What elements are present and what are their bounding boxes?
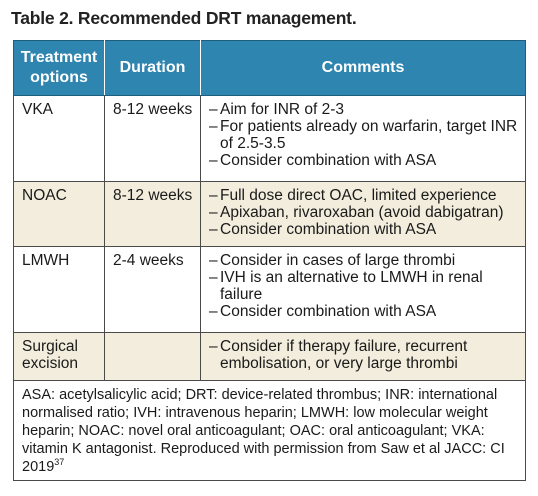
table-title: Table 2. Recommended DRT management.: [11, 8, 357, 28]
cell-treatment: VKA: [14, 96, 105, 182]
comment-item: – For patients already on warfarin, target INR of 2.5-3.5: [209, 118, 519, 152]
header-comments: Comments: [201, 41, 526, 96]
header-treatment-line1: Treatment: [20, 49, 98, 66]
comment-list: [209, 101, 519, 169]
comment-list: [209, 187, 519, 238]
cell-duration: 2-4 weeks: [105, 247, 201, 333]
comment-item: – Aim for INR of 2-3: [209, 101, 519, 118]
cell-treatment: Surgical excision: [14, 333, 105, 381]
drt-management-table: [13, 40, 526, 481]
comment-item: – Apixaban, rivaroxaban (avoid dabigatran): [209, 204, 519, 221]
cell-treatment: NOAC: [14, 182, 105, 247]
cell-comments: [201, 96, 526, 182]
cell-comments: [201, 247, 526, 333]
comment-item: – Full dose direct OAC, limited experience: [209, 187, 519, 204]
table-row-vka: [14, 96, 526, 182]
cell-duration: 8-12 weeks: [105, 182, 201, 247]
cell-duration: 8-12 weeks: [105, 96, 201, 182]
header-row: [14, 41, 526, 96]
comment-item: – Consider combination with ASA: [209, 221, 519, 238]
header-treatment-line2: options: [30, 69, 88, 86]
header-duration: Duration: [105, 41, 201, 96]
comment-item: – Consider if therapy failure, recurrent embolisation, or very large thrombi: [209, 338, 519, 372]
table-footnote: [14, 381, 526, 481]
comment-item: – Consider in cases of large thrombi: [209, 252, 519, 269]
cell-duration: [105, 333, 201, 381]
table-row-noac: [14, 182, 526, 247]
cell-treatment: LMWH: [14, 247, 105, 333]
table-row-surgical-excision: [14, 333, 526, 381]
header-treatment-options: [14, 41, 105, 96]
cell-comments: [201, 333, 526, 381]
comment-item: – Consider combination with ASA: [209, 303, 519, 320]
cell-comments: [201, 182, 526, 247]
comment-list: [209, 338, 519, 372]
footnote-reference: 37: [54, 457, 65, 468]
footnote-text: ASA: acetylsalicylic acid; DRT: device-related thrombus; INR: international normalised ratio; IVH: intravenous heparin; LMWH: low molecular weight heparin; NOAC: novel oral anticoagulant; OAC: oral anticoagulant; VKA: vitamin K antagonist. Reproduced with permission from Saw et al JACC: CI 2019: [22, 387, 505, 475]
comment-item: – Consider combination with ASA: [209, 152, 519, 169]
comment-item: – IVH is an alternative to LMWH in renal failure: [209, 269, 519, 303]
footnote-row: [14, 381, 526, 481]
comment-list: [209, 252, 519, 320]
table-row-lmwh: [14, 247, 526, 333]
